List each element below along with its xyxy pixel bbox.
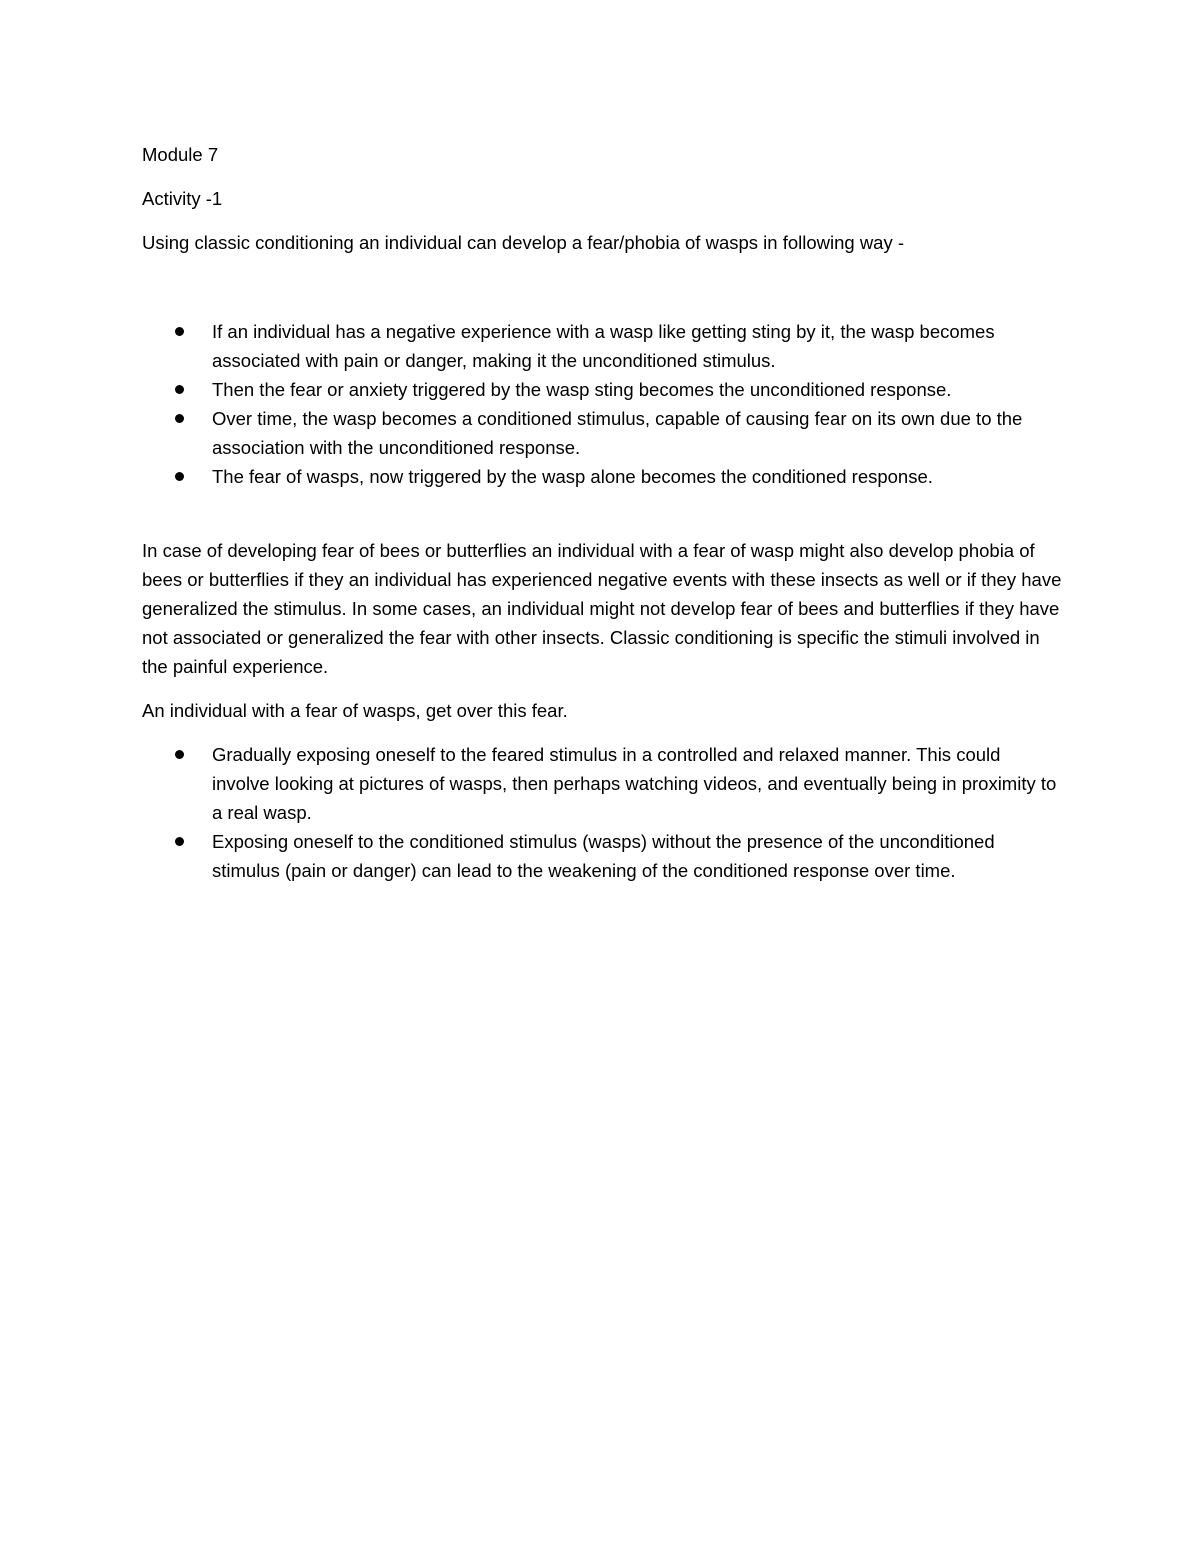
bullet-icon: [175, 414, 184, 423]
activity-heading: Activity -1: [142, 188, 223, 209]
bullet-icon: [175, 750, 184, 759]
list-item-text: The fear of wasps, now triggered by the wasp alone becomes the conditioned response.: [212, 466, 933, 487]
document-body: [142, 140, 1062, 885]
list-item: [142, 404, 1062, 462]
list-item-text: Gradually exposing oneself to the feared stimulus in a controlled and relaxed manner. This could involve looking at pictures of wasps, then perhaps watching videos, and eventually being in proximity to a real wasp.: [212, 744, 1057, 823]
list-item: [142, 317, 1062, 375]
blank-line: [142, 491, 1062, 536]
module-heading: Module 7: [142, 144, 219, 165]
list-item-text: Then the fear or anxiety triggered by the wasp sting becomes the unconditioned response.: [212, 379, 952, 400]
list-item: [142, 375, 1062, 404]
intro-paragraph: Using classic conditioning an individual can develop a fear/phobia of wasps in following way -: [142, 232, 905, 253]
bullet-icon: [175, 385, 184, 394]
conditioning-steps-list: [142, 317, 1062, 491]
list-item-text: If an individual has a negative experience with a wasp like getting sting by it, the wasp becomes associated with pain or danger, making it the unconditioned stimulus.: [212, 321, 995, 371]
list-item: [142, 740, 1062, 827]
list-item: [142, 462, 1062, 491]
list-item-text: Over time, the wasp becomes a conditioned stimulus, capable of causing fear on its own due to the association with the unconditioned response.: [212, 408, 1023, 458]
bullet-icon: [175, 837, 184, 846]
bullet-icon: [175, 472, 184, 481]
overcome-methods-list: [142, 740, 1062, 885]
bees-paragraph: In case of developing fear of bees or butterflies an individual with a fear of wasp might also develop phobia of bees or butterflies if they an individual has experienced negative events with these insects as well or if they have generalized the stimulus. In some cases, an individual might not develop fear of bees and butterflies if they have not associated or generalized the fear with other insects. Classic conditioning is specific the stimuli involved in the painful experience.: [142, 540, 1062, 677]
list-item-text: Exposing oneself to the conditioned stimulus (wasps) without the presence of the unconditioned stimulus (pain or danger) can lead to the weakening of the conditioned response over time.: [212, 831, 995, 881]
bullet-icon: [175, 327, 184, 336]
overcome-paragraph: An individual with a fear of wasps, get over this fear.: [142, 700, 568, 721]
blank-line: [142, 272, 1062, 317]
list-item: [142, 827, 1062, 885]
